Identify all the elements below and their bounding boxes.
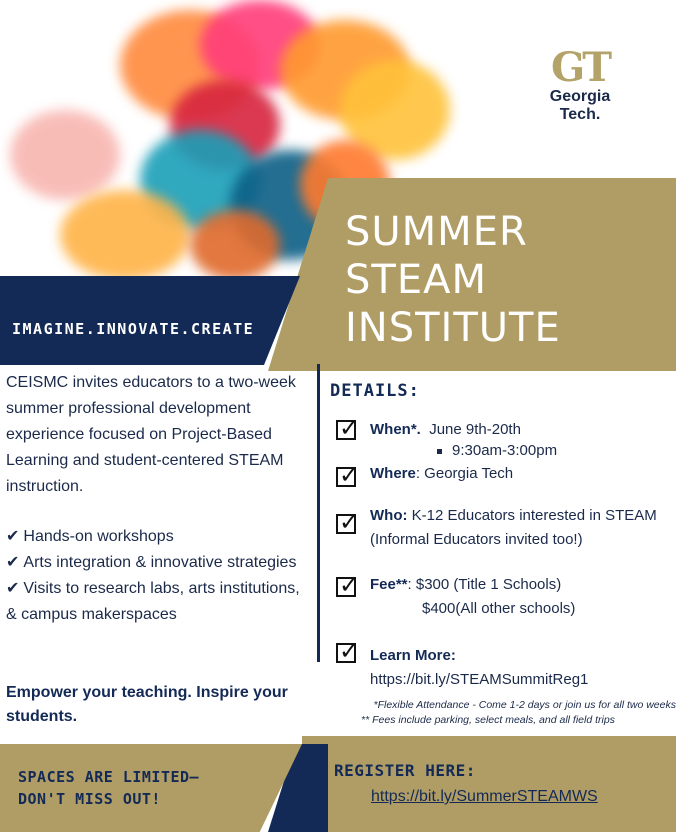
spaces-limited-callout: [18, 766, 199, 810]
who-value: K-12 Educators interested in STEAM (Informal Educators invited too!): [370, 507, 657, 548]
fee-value2: $400(All other schools): [422, 600, 576, 617]
checkmark-icon: ✔: [6, 554, 20, 571]
title-line2: STEAM: [345, 257, 487, 303]
register-link[interactable]: https://bit.ly/SummerSTEAMWS: [371, 788, 598, 805]
title-line1: SUMMER: [345, 209, 528, 255]
checkmark-icon: ✔: [6, 528, 20, 545]
list-item: ✔ Hands-on workshops: [6, 528, 174, 545]
fee-value1: : $300 (Title 1 Schools): [407, 576, 562, 593]
list-item: ✔ Arts integration & innovative strategies: [6, 554, 297, 571]
logo-line1: Georgia: [549, 88, 611, 105]
when-label: When*.: [370, 421, 421, 438]
checkmark-icon: ✔: [6, 580, 20, 597]
learn-more-link[interactable]: https://bit.ly/STEAMSummitReg1: [370, 671, 589, 688]
checked-box-icon: ✓: [336, 467, 356, 487]
fee-row: [370, 573, 561, 597]
checked-box-icon: ✓: [336, 514, 356, 534]
when-value: June 9th-20th: [429, 421, 521, 438]
register-heading: REGISTER HERE:: [334, 761, 476, 780]
empower-statement: Empower your teaching. Inspire your students.: [6, 684, 288, 725]
checked-box-icon: ✓: [336, 577, 356, 597]
learn-more-label: Learn More:: [370, 647, 456, 664]
tagline: IMAGINE.INNOVATE.CREATE: [12, 320, 255, 338]
attendance-note: *Flexible Attendance - Come 1-2 days or join us for all two weeks: [373, 699, 676, 711]
column-divider: [317, 364, 320, 662]
spaces-line2: DON'T MISS OUT!: [18, 790, 161, 808]
footer-right-panel: [302, 736, 676, 832]
title-line3: INSTITUTE: [345, 305, 561, 351]
spaces-line1: SPACES ARE LIMITED—: [18, 768, 200, 786]
who-row: [370, 504, 675, 552]
intro-paragraph: CEISMC invites educators to a two-week summer professional development experience focused on Project-Based Learning and student-centered STEAM instruction.: [6, 374, 296, 495]
fee-label: Fee**: [370, 576, 408, 593]
checked-box-icon: ✓: [336, 420, 356, 440]
page-title: [345, 208, 561, 352]
logo-line2: Tech.: [559, 106, 601, 123]
georgia-tech-logo: [535, 44, 625, 124]
where-row: [370, 462, 513, 486]
fees-note: ** Fees include parking, select meals, and all field trips: [361, 714, 615, 726]
where-label: Where: [370, 465, 416, 482]
list-item: ✔ Visits to research labs, arts institutions, & campus makerspaces: [6, 580, 300, 623]
where-value: : Georgia Tech: [415, 465, 514, 482]
when-time: 9:30am-3:00pm: [437, 442, 557, 459]
checked-box-icon: ✓: [336, 643, 356, 663]
gt-monogram: GT: [551, 44, 609, 91]
when-row: [370, 418, 521, 442]
who-label: Who:: [370, 507, 408, 524]
details-heading: DETAILS:: [330, 381, 420, 401]
feature-list: [6, 524, 311, 628]
